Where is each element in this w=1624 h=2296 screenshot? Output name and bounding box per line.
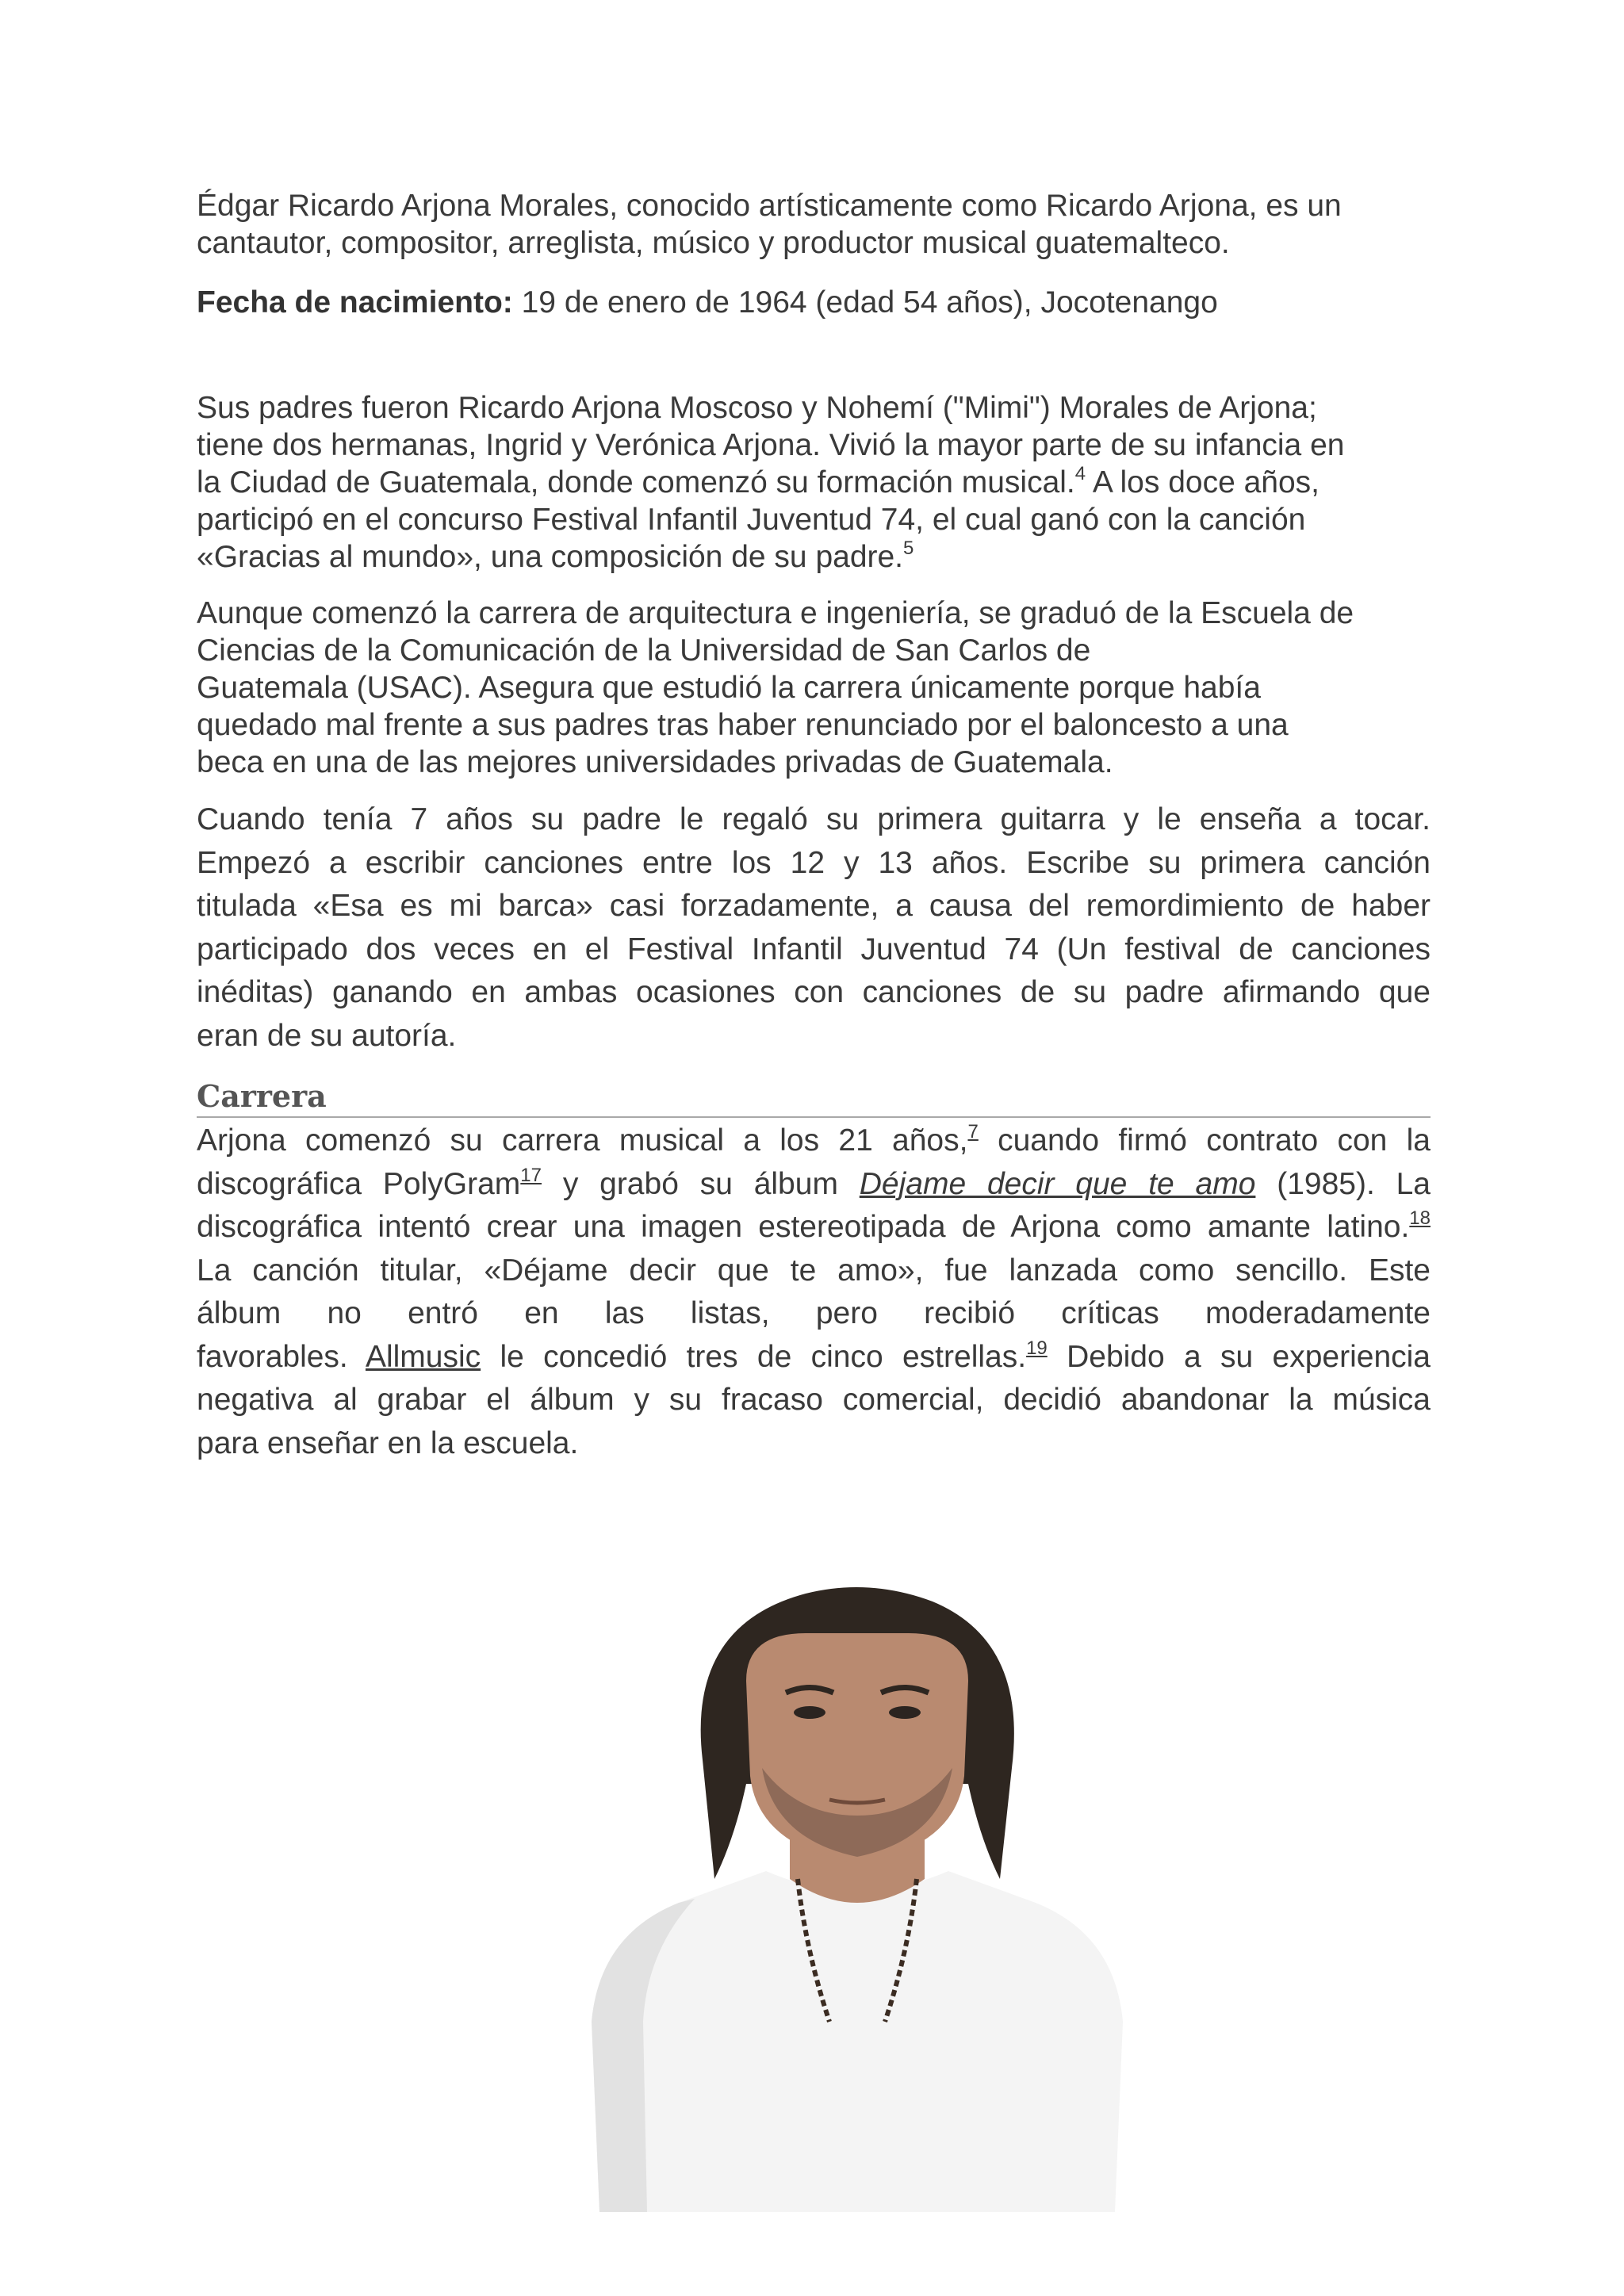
family-line (197, 538, 1431, 576)
childhood-line: Empezó a escribir canciones entre los 12 y 13 años. Escribe su primera canción (197, 845, 1431, 880)
footnote-ref-4: 4 (1074, 463, 1086, 484)
education-line: Ciencias de la Comunicación de la Universidad de San Carlos de (197, 633, 1091, 668)
career-paragraph (197, 1119, 1431, 1465)
intro-paragraph (197, 187, 1431, 262)
career-line: álbum no entró en las listas, pero recibió críticas moderadamente (197, 1296, 1431, 1330)
family-line (197, 464, 1431, 501)
education-line: quedado mal frente a sus padres tras haber renunciado por el baloncesto a una (197, 708, 1289, 742)
career-line (197, 1336, 1431, 1380)
career-text: Arjona comenzó su carrera musical a los 21 años, (197, 1123, 968, 1158)
career-line (197, 1163, 1431, 1207)
portrait-eye-left (794, 1706, 825, 1719)
career-text: favorables. (197, 1339, 366, 1374)
childhood-line: inéditas) ganando en ambas ocasiones con canciones de su padre afirmando que (197, 975, 1431, 1009)
childhood-line: eran de su autoría. (197, 1018, 457, 1053)
career-line: La canción titular, «Déjame decir que te amo», fue lanzada como sencillo. Este (197, 1253, 1431, 1288)
career-line: para enseñar en la escuela. (197, 1425, 579, 1460)
career-text: y grabó su álbum (542, 1166, 860, 1201)
family-line: tiene dos hermanas, Ingrid y Verónica Arjona. Vivió la mayor parte de su infancia en (197, 428, 1345, 462)
allmusic-link[interactable]: Allmusic (365, 1339, 481, 1374)
portrait-eye-right (889, 1706, 921, 1719)
family-line: Sus padres fueron Ricardo Arjona Moscoso y Nohemí ("Mimi") Morales de Arjona; (197, 391, 1317, 425)
education-line: beca en una de las mejores universidades privadas de Guatemala. (197, 745, 1113, 779)
childhood-line: titulada «Esa es mi barca» casi forzadamente, a causa del remordimiento de haber (197, 889, 1431, 923)
family-paragraph (197, 389, 1431, 576)
family-line-text: A los doce años, (1086, 465, 1320, 499)
footnote-link-17[interactable]: 17 (520, 1164, 542, 1186)
footnote-link-19[interactable]: 19 (1026, 1337, 1048, 1359)
career-text: discográfica PolyGram (197, 1166, 521, 1201)
footnote-ref-5: 5 (903, 538, 914, 559)
intro-line: Édgar Ricardo Arjona Morales, conocido artísticamente como Ricardo Arjona, es un (197, 189, 1342, 223)
footnote-link-7[interactable]: 7 (967, 1121, 979, 1142)
childhood-paragraph (197, 798, 1431, 1058)
album-link[interactable]: Déjame decir que te amo (859, 1166, 1256, 1201)
footnote-link-18[interactable]: 18 (1409, 1207, 1431, 1229)
article-body (197, 187, 1431, 1465)
career-text: (1985). La (1255, 1166, 1431, 1201)
career-line (197, 1119, 1431, 1163)
career-text: cuando firmó contrato con la (978, 1123, 1431, 1158)
section-heading-carrera: Carrera (197, 1078, 1431, 1118)
family-line-text: «Gracias al mundo», una composición de su padre. (197, 540, 904, 574)
career-text: discográfica intentó crear una imagen estereotipada de Arjona como amante latino. (197, 1210, 1410, 1244)
birth-label: Fecha de nacimiento: (197, 285, 513, 320)
career-text: le concedió tres de cinco estrellas. (481, 1339, 1027, 1374)
career-line (197, 1206, 1431, 1249)
portrait-photo (568, 1578, 1147, 2212)
family-line-text: la Ciudad de Guatemala, donde comenzó su formación musical. (197, 465, 1075, 499)
birth-value: 19 de enero de 1964 (edad 54 años), Jocotenango (512, 285, 1218, 320)
family-line: participó en el concurso Festival Infantil Juventud 74, el cual ganó con la canción (197, 503, 1306, 537)
childhood-line: participado dos veces en el Festival Infantil Juventud 74 (Un festival de canciones (197, 932, 1431, 966)
career-line: negativa al grabar el álbum y su fracaso comercial, decidió abandonar la música (197, 1383, 1431, 1417)
education-line: Aunque comenzó la carrera de arquitectura e ingeniería, se graduó de la Escuela de (197, 596, 1354, 630)
education-paragraph (197, 595, 1431, 781)
childhood-line: Cuando tenía 7 años su padre le regaló su primera guitarra y le enseña a tocar. (197, 802, 1431, 836)
intro-line: cantautor, compositor, arreglista, músico y productor musical guatemalteco. (197, 226, 1230, 260)
education-line: Guatemala (USAC). Asegura que estudió la carrera únicamente porque había (197, 671, 1261, 705)
career-text: Debido a su experiencia (1047, 1339, 1431, 1374)
birth-paragraph (197, 284, 1431, 321)
